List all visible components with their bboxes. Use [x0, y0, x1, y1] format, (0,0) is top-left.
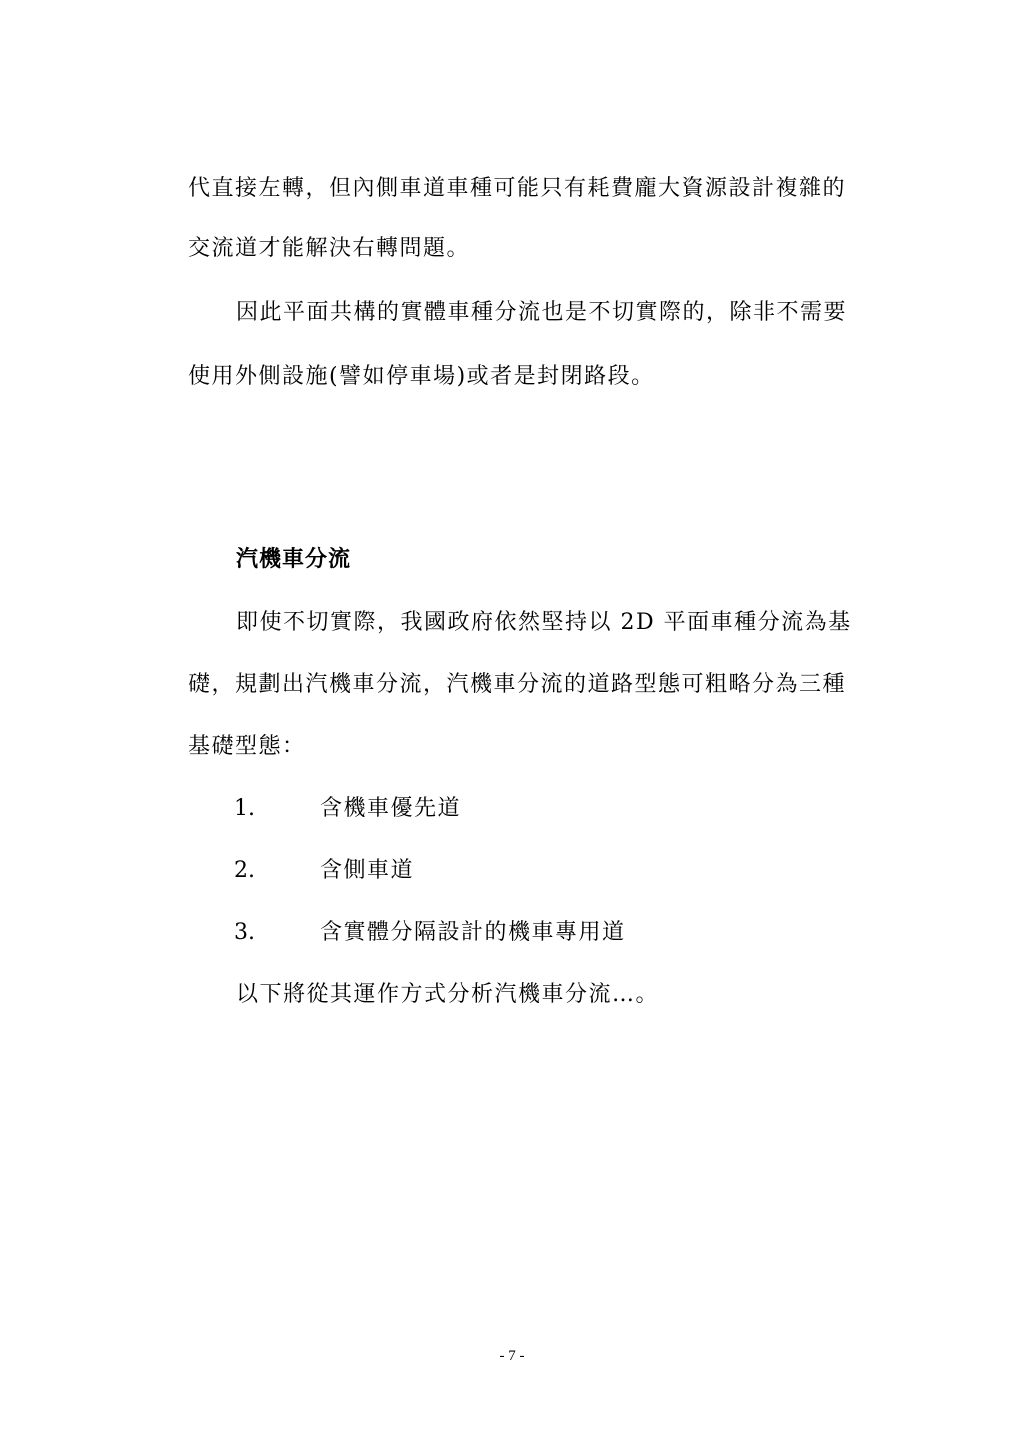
- paragraph-3-line-2: 礎，規劃出汽機車分流，汽機車分流的道路型態可粗略分為三種: [188, 672, 847, 697]
- list-item-number: 3.: [234, 920, 255, 945]
- paragraph-1-line-2: 交流道才能解決右轉問題。: [188, 236, 471, 261]
- closing-line: 以下將從其運作方式分析汽機車分流…。: [236, 982, 660, 1007]
- list-item-number: 1.: [234, 796, 255, 821]
- list-item-text: 含實體分隔設計的機車專用道: [320, 920, 626, 945]
- paragraph-2-line-2: 使用外側設施(譬如停車場)或者是封閉路段。: [188, 364, 655, 389]
- page-number: - 7 -: [499, 1348, 525, 1364]
- list-item-number: 2.: [234, 858, 255, 883]
- paragraph-2-line-1: 因此平面共構的實體車種分流也是不切實際的，除非不需要: [236, 300, 848, 325]
- list-item-text: 含機車優先道: [320, 796, 462, 821]
- paragraph-3-line-1: 即使不切實際，我國政府依然堅持以 2D 平面車種分流為基: [236, 610, 852, 635]
- paragraph-3-line-3: 基礎型態：: [188, 734, 306, 759]
- paragraph-1-line-1: 代直接左轉，但內側車道車種可能只有耗費龐大資源設計複雜的: [188, 176, 847, 201]
- section-heading: 汽機車分流: [236, 546, 352, 572]
- list-item-text: 含側車道: [320, 858, 415, 883]
